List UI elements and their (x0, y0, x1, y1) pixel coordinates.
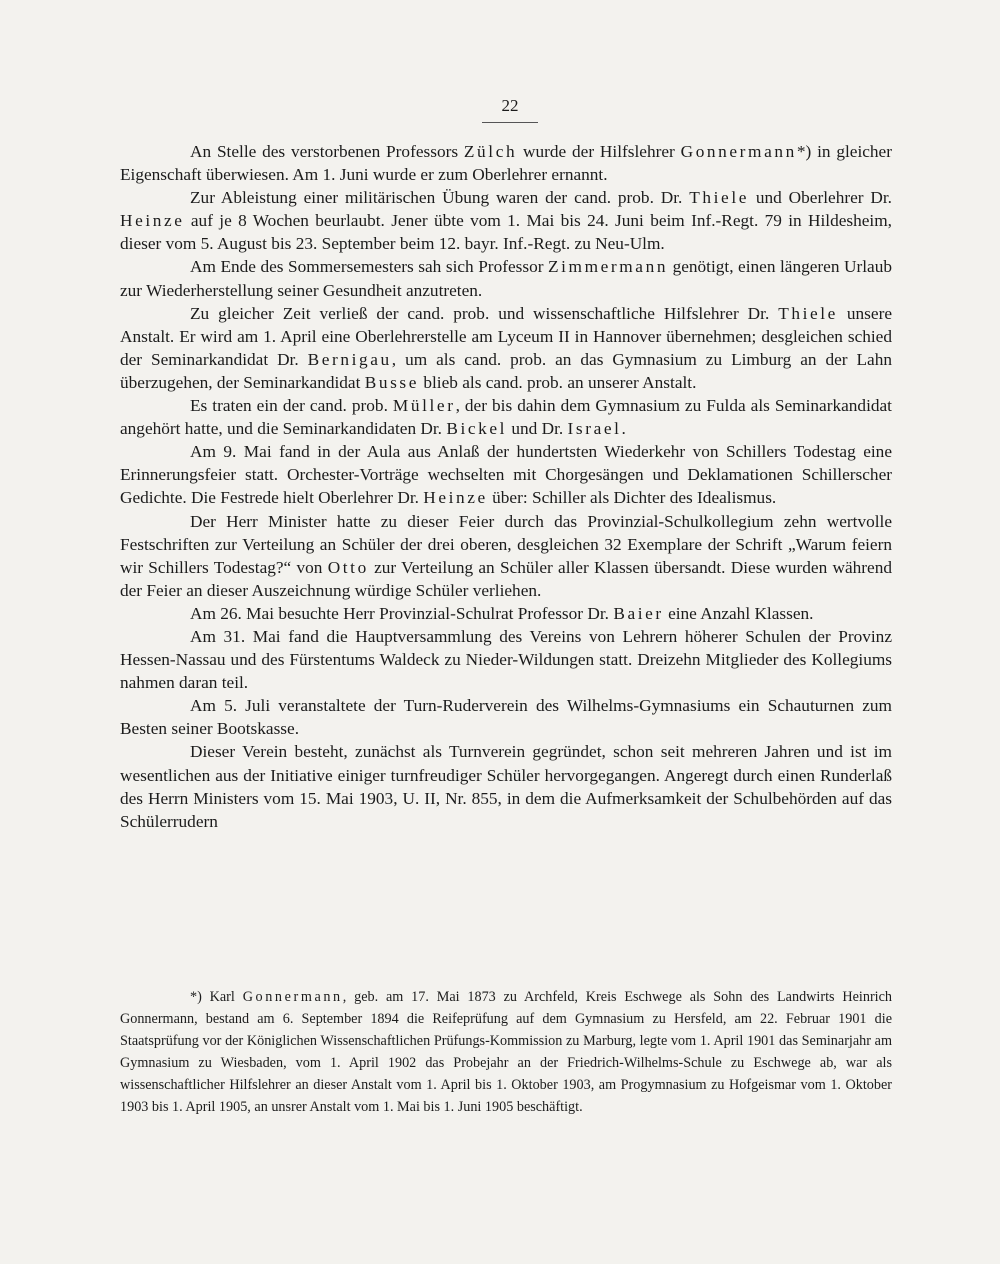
text-run: Es traten ein der cand. prob. (190, 396, 393, 416)
paragraph (120, 625, 892, 694)
text-run: auf je 8 Wochen beurlaubt. Jener übte vom 1. Mai bis 24. Juni beim Inf.-Regt. 79 in Hildesheim, dieser vom 5. August bis 23. September beim 12. bayr. Inf.-Regt. zu Neu-Ulm. (120, 211, 892, 254)
spaced-name: Thiele (778, 303, 838, 323)
spaced-name: Israel (567, 419, 622, 439)
text-run: An Stelle des verstorbenen Professors (190, 142, 464, 161)
text-run: *) in gleicher Eigenschaft überwiesen. Am 1. Juni wurde er zum Oberlehrer ernannt. (120, 142, 892, 185)
text-run: Zur Ableistung einer militärischen Übung waren der cand. prob. Dr. (190, 188, 690, 208)
text-run: Zu gleicher Zeit verließ der cand. prob. und wissenschaftliche Hilfslehrer Dr. (190, 303, 779, 323)
paragraph (120, 510, 892, 602)
body-text (120, 140, 892, 833)
spaced-name: Gonnermann (680, 142, 797, 161)
page-number: 22 (501, 96, 519, 115)
text-run: . (621, 419, 626, 439)
text-run: zur Verteilung an Schüler aller Klassen übersandt. Diese wurden während der Feier an dieser Auszeichnung würdige Schüler verliehen. (120, 557, 892, 600)
text-run: unsere Anstalt. Er wird am 1. April eine Oberlehrerstelle am Lyceum II in Hannover übernehmen; desgleichen schied der Seminarkandidat Dr. (120, 303, 892, 369)
paragraph (120, 440, 892, 509)
text-run: Am 26. Mai besuchte Herr Provinzial-Schulrat Professor Dr. (190, 603, 614, 623)
spaced-name: Baier (613, 603, 664, 623)
text-run: Am Ende des Sommersemesters sah sich Professor (190, 257, 548, 277)
text-run: Am 5. Juli veranstaltete der Turn-Ruderverein des Wilhelms-Gymnasiums ein Schauturnen zum Besten seiner Bootskasse. (120, 696, 892, 739)
text-run: und Oberlehrer Dr. (749, 188, 892, 208)
spaced-name: Heinze (120, 211, 185, 231)
text-run: , geb. am 17. Mai 1873 zu Archfeld, Kreis Eschwege als Sohn des Landwirts Heinrich Gonnermann, bestand am 6. September 1894 die Reifeprüfung auf dem Gymnasium zu Hersfeld, am 22. Februar 1901 die Staatsprüfung vor der Königlichen Wissenschaftlichen Prüfungs-Kommission zu Marburg, legte vom 1. April 1901 das Seminarjahr am Gymnasium zu Wiesbaden, vom 1. April 1902 das Probejahr an der Friedrich-Wilhelms-Schule zu Eschwege ab, war als wissenschaftlicher Hilfslehrer an dieser Anstalt vom 1. April bis 1. Oktober 1903, am Progymnasium zu Hofgeismar vom 1. Oktober 1903 bis 1. April 1905, an unsrer Anstalt vom 1. Mai bis 1. Juni 1905 beschäftigt. (120, 989, 892, 1115)
text-run: , der bis dahin dem Gymnasium zu Fulda als Seminarkandidat angehört hatte, und die Seminarkandidaten Dr. (120, 396, 892, 439)
spaced-name: Thiele (689, 188, 749, 208)
text-run: eine Anzahl Klassen. (663, 603, 814, 623)
paragraph (120, 740, 892, 832)
text-run: Am 9. Mai fand in der Aula aus Anlaß der hundertsten Wiederkehr von Schillers Todestag eine Erinnerungsfeier statt. Orchester-Vorträge wechselten mit Chorgesängen und Deklamationen Schillerscher Gedichte. Die Festrede hielt Oberlehrer Dr. (120, 442, 892, 508)
paragraph (120, 694, 892, 740)
text-run: über: Schiller als Dichter des Idealismus. (487, 488, 777, 508)
spaced-name: Zimmermann (548, 257, 669, 277)
text-run: und Dr. (507, 419, 568, 439)
paragraph (120, 186, 892, 255)
page-number-rule (482, 122, 538, 123)
text-run: , um als cand. prob. an das Gymnasium zu Limburg an der Lahn überzugehen, der Seminarkandidat (120, 349, 892, 392)
spaced-name: Busse (364, 372, 420, 392)
spaced-name: Bickel (446, 419, 508, 439)
footnote (120, 987, 892, 1118)
text-run: blieb als cand. prob. an unserer Anstalt. (419, 372, 697, 392)
paragraph (120, 394, 892, 440)
spaced-name: Müller (392, 396, 456, 416)
text-run: genötigt, einen längeren Urlaub zur Wiederherstellung seiner Gesundheit anzutreten. (120, 257, 892, 300)
text-run: wurde der Hilfslehrer (517, 142, 681, 161)
spaced-name: Otto (327, 557, 369, 577)
text-run: Dieser Verein besteht, zunächst als Turnverein gegründet, schon seit mehreren Jahren und ist im wesentlichen aus der Initiative einiger turnfreudiger Schüler hervorgegangen. Angeregt durch einen Runderlaß des Herrn Ministers vom 15. Mai 1903, U. II, Nr. 855, in dem die Aufmerksamkeit der Schulbehörden auf das Schülerrudern (120, 742, 892, 831)
text-run: Der Herr Minister hatte zu dieser Feier durch das Provinzial-Schulkollegium zehn wertvolle Festschriften zur Verteilung an Schüler der drei oberen, desgleichen 32 Exemplare der Schrift „Warum feiern wir Schillers Todestag?“ von (120, 511, 892, 577)
paragraph (120, 255, 892, 301)
spaced-name: Zülch (463, 142, 518, 161)
paragraph (120, 140, 892, 186)
footnotes (120, 987, 892, 1118)
spaced-name: Heinze (423, 488, 488, 508)
text-run: Am 31. Mai fand die Hauptversammlung des Vereins von Lehrern höherer Schulen der Provinz Hessen-Nassau und des Fürstentums Waldeck zu Nieder-Wildungen statt. Dreizehn Mitglieder des Kollegiums nahmen daran teil. (120, 626, 892, 693)
spaced-name: Gonnermann (242, 989, 343, 1005)
spaced-name: Bernigau (307, 349, 392, 369)
paragraph (120, 602, 892, 625)
text-run: *) Karl (190, 989, 243, 1005)
paragraph (120, 302, 892, 394)
